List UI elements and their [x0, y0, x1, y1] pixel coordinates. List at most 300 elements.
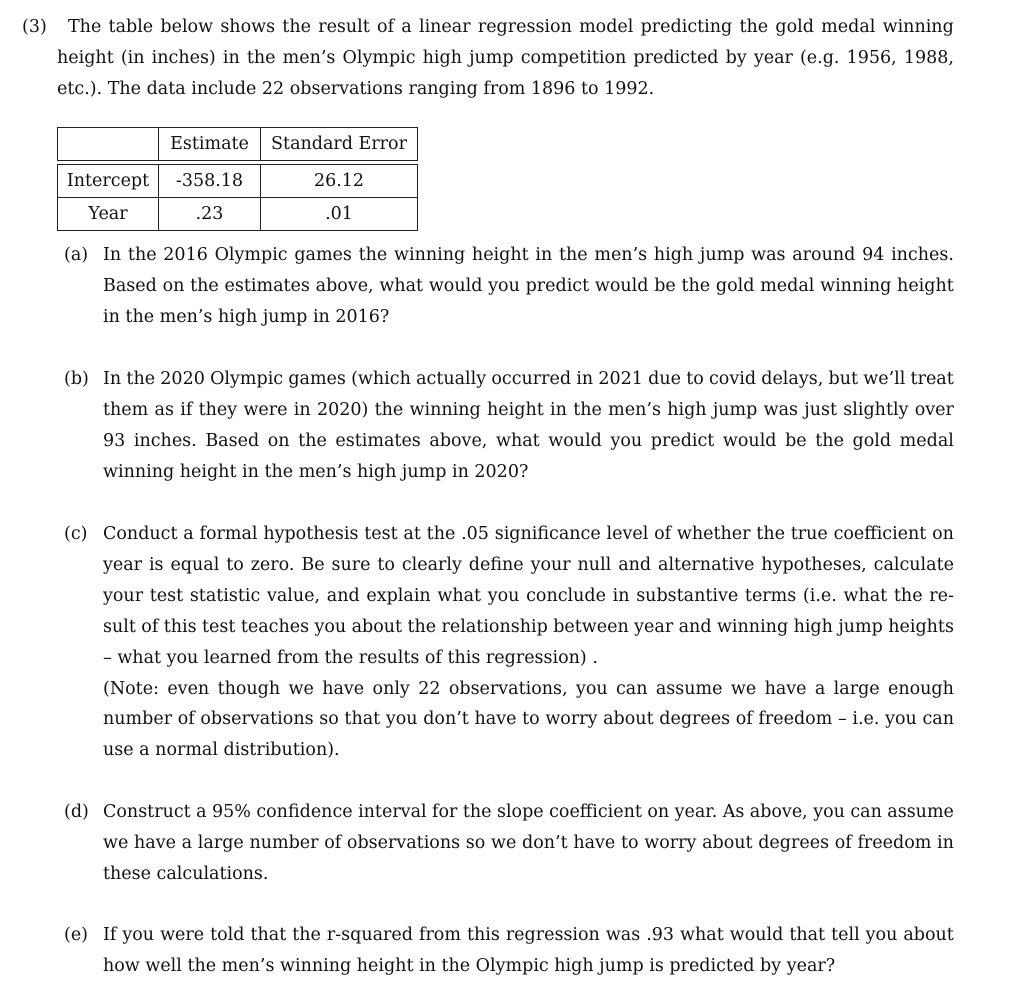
word: in: [576, 369, 594, 389]
word: estimates: [224, 276, 310, 296]
word: in: [293, 400, 311, 420]
word: the: [893, 586, 923, 606]
word: interval: [358, 802, 427, 822]
word: degrees: [758, 833, 830, 853]
word: 2021: [598, 369, 643, 389]
word: freedom: [758, 709, 833, 729]
word: Based: [103, 276, 157, 296]
word: them: [103, 400, 149, 420]
word: predicted: [633, 48, 719, 68]
word: 22: [418, 679, 441, 699]
word: they: [198, 400, 238, 420]
word: .93: [646, 925, 675, 945]
word: Olympic: [210, 369, 284, 389]
word: of: [654, 524, 672, 544]
word: what: [843, 586, 888, 606]
word: whether: [676, 524, 751, 544]
part-b-line-3: [103, 430, 954, 452]
word: assume: [887, 802, 954, 822]
word: observations,: [448, 679, 568, 699]
word: number: [249, 833, 319, 853]
word: games: [294, 245, 352, 265]
word: the: [127, 245, 157, 265]
word: model: [579, 17, 634, 37]
word: significance: [494, 524, 601, 544]
word: the: [681, 276, 711, 296]
part-a-line-1: [103, 244, 954, 266]
word: winning: [882, 17, 954, 37]
word: and: [618, 555, 652, 575]
word: delays,: [761, 369, 824, 389]
part-e-line-1: [103, 924, 954, 946]
word: inches.: [133, 431, 197, 451]
word: of: [735, 709, 753, 729]
word: to: [686, 369, 704, 389]
word: games: [288, 369, 346, 389]
word: (e.g.: [799, 48, 840, 68]
word: by: [725, 48, 747, 68]
word: even: [167, 679, 210, 699]
word: If: [103, 925, 117, 945]
word: observations: [200, 709, 314, 729]
part-a-line-2: [103, 275, 954, 297]
word: just: [804, 400, 838, 420]
table-header-corner: [58, 128, 159, 161]
word: table: [108, 17, 154, 37]
word: so: [465, 833, 486, 853]
part-d-line-2: [103, 832, 954, 854]
word: the: [426, 524, 456, 544]
word: large: [833, 679, 880, 699]
word: have: [573, 833, 616, 853]
word: conclude: [526, 586, 606, 606]
word: statistic: [189, 586, 261, 606]
word: The: [68, 17, 102, 37]
word: predict: [650, 431, 715, 451]
word: jump: [712, 400, 758, 420]
part-c-note-line-2: [103, 708, 954, 730]
word: high: [422, 48, 462, 68]
word: 2020: [160, 369, 205, 389]
word: were: [160, 925, 205, 945]
word: year: [753, 48, 793, 68]
word: only: [372, 679, 410, 699]
part-e-line-2: how well the men’s winning height in the Olympic high jump is predicted by year?: [103, 956, 836, 976]
word: was: [763, 400, 799, 420]
word: 2020): [316, 400, 369, 420]
word: a: [196, 802, 207, 822]
part-d-line-1: [103, 801, 954, 823]
word: (which: [351, 369, 411, 389]
table-row: [58, 198, 418, 231]
word: around: [792, 245, 856, 265]
row-estimate: .23: [159, 198, 261, 231]
part-c-line-3: [103, 585, 954, 607]
table-header-std-error: Standard Error: [261, 128, 418, 161]
word: sult: [103, 617, 136, 637]
word: your: [530, 555, 571, 575]
word: can: [850, 802, 882, 822]
word: as: [154, 400, 174, 420]
word: 93: [103, 431, 126, 451]
word: we: [730, 679, 757, 699]
table-header-row: [58, 128, 418, 161]
word: i.e.: [852, 709, 880, 729]
part-a-label: (a): [64, 245, 89, 265]
word: estimates: [335, 431, 421, 451]
word: to: [226, 555, 244, 575]
word: clearly: [401, 555, 462, 575]
word: to: [522, 709, 540, 729]
word: told: [210, 925, 245, 945]
word: winning: [716, 617, 789, 637]
word: would: [729, 925, 784, 945]
part-b-line-4: winning height in the men’s high jump in 2020?: [103, 462, 529, 482]
intro-line-3: etc.). The data include 22 observations ranging from 1896 to 1992.: [57, 79, 655, 99]
word: 1988,: [903, 48, 954, 68]
word: be: [654, 276, 676, 296]
word: (in: [120, 48, 145, 68]
word: heights: [888, 617, 954, 637]
word: and: [326, 586, 360, 606]
word: slightly: [843, 400, 909, 420]
word: the: [374, 400, 404, 420]
word: in: [937, 833, 954, 853]
word: test: [364, 524, 398, 544]
word: about: [351, 617, 403, 637]
word: true: [790, 524, 828, 544]
word: in: [550, 400, 567, 420]
word: level: [606, 524, 649, 544]
word: the: [739, 17, 769, 37]
word: of: [141, 617, 159, 637]
word: equal: [170, 555, 220, 575]
word: what: [379, 276, 424, 296]
word: above,: [429, 431, 488, 451]
word: this: [163, 617, 197, 637]
word: above,: [749, 802, 808, 822]
word: for: [432, 802, 458, 822]
word: of: [177, 709, 195, 729]
word: in: [612, 586, 630, 606]
word: the: [407, 617, 437, 637]
word: calculate: [873, 555, 954, 575]
word: regression: [477, 17, 572, 37]
word: result: [318, 17, 370, 37]
word: Olympic: [214, 245, 288, 265]
word: about: [603, 709, 654, 729]
word: zero.: [250, 555, 295, 575]
word: Conduct: [103, 524, 178, 544]
word: the: [573, 400, 602, 420]
word: As: [722, 802, 745, 822]
word: null: [577, 555, 612, 575]
word: slope: [496, 802, 544, 822]
part-b-line-2: [103, 399, 954, 421]
part-b-line-1: [103, 368, 954, 390]
row-std-error: .01: [261, 198, 418, 231]
word: on: [162, 276, 185, 296]
word: number: [103, 709, 173, 729]
word: the: [190, 276, 219, 296]
part-d-line-3: these calculations.: [103, 864, 269, 884]
row-label: Intercept: [58, 165, 159, 198]
word: define: [468, 555, 524, 575]
word: high: [667, 400, 707, 420]
word: 2016: [163, 245, 208, 265]
table-header-estimate: Estimate: [159, 128, 261, 161]
word: 94: [862, 245, 885, 265]
word: height: [897, 276, 954, 296]
word: men’s: [608, 400, 661, 420]
word: confidence: [256, 802, 353, 822]
word: so: [319, 709, 339, 729]
word: In: [103, 369, 122, 389]
word: –: [837, 709, 847, 729]
row-label: Year: [58, 198, 159, 231]
word: that: [250, 925, 287, 945]
word: gold: [775, 17, 814, 37]
word: year: [634, 617, 674, 637]
word: jump: [699, 245, 745, 265]
word: r-squared: [326, 925, 413, 945]
word: you: [487, 586, 520, 606]
word: the: [358, 245, 388, 265]
word: year: [103, 555, 143, 575]
word: Construct: [103, 802, 191, 822]
word: 1956,: [846, 48, 897, 68]
word: we: [288, 679, 314, 699]
word: explain: [366, 586, 431, 606]
word: Olympic: [342, 48, 416, 68]
word: hypothesis: [263, 524, 359, 544]
word: hypotheses,: [761, 555, 867, 575]
word: predicting: [640, 17, 733, 37]
word: jump: [838, 617, 883, 637]
word: in: [222, 48, 240, 68]
word: between: [553, 617, 629, 637]
word: have: [322, 679, 365, 699]
word: on: [267, 431, 290, 451]
word: winning: [409, 400, 481, 420]
word: relationship: [441, 617, 548, 637]
word: terms: [744, 586, 797, 606]
word: of: [324, 833, 342, 853]
word: don’t: [423, 709, 469, 729]
word: high: [793, 617, 833, 637]
word: men’s: [594, 245, 648, 265]
word: have: [134, 833, 176, 853]
word: is: [148, 555, 164, 575]
word: were: [243, 400, 288, 420]
word: you: [385, 709, 418, 729]
word: value,: [266, 586, 321, 606]
word: was: [751, 245, 786, 265]
word: medal: [760, 276, 815, 296]
word: the: [558, 245, 588, 265]
word: but: [828, 369, 859, 389]
part-d-label: (d): [64, 802, 89, 822]
word: treat: [910, 369, 954, 389]
word: you: [813, 802, 845, 822]
word: alternative: [658, 555, 755, 575]
word: inches.: [891, 245, 954, 265]
word: .05: [461, 524, 489, 544]
part-c-line-2: [103, 554, 954, 576]
word: formal: [199, 524, 258, 544]
word: the: [756, 524, 785, 544]
word: the: [298, 431, 327, 451]
word: jump: [469, 48, 514, 68]
word: would: [548, 431, 602, 451]
word: observations: [346, 833, 461, 853]
word: what: [437, 586, 482, 606]
word: teaches: [240, 617, 310, 637]
word: on: [932, 524, 954, 544]
word: height: [487, 400, 544, 420]
word: would: [428, 276, 483, 296]
word: worry: [545, 709, 598, 729]
word: actually: [416, 369, 487, 389]
word: about: [903, 925, 954, 945]
word: gold: [715, 276, 755, 296]
regression-table: [57, 127, 418, 231]
word: covid: [709, 369, 757, 389]
word: at: [403, 524, 421, 544]
word: gold: [852, 431, 892, 451]
word: men’s: [282, 48, 336, 68]
word: if: [180, 400, 193, 420]
word: about: [702, 833, 753, 853]
word: predict: [525, 276, 590, 296]
word: the: [282, 17, 311, 37]
word: (Note:: [103, 679, 159, 699]
word: that: [789, 925, 826, 945]
intro-line-2: [57, 47, 954, 69]
word: what: [495, 431, 540, 451]
word: in: [535, 245, 553, 265]
word: degrees: [659, 709, 731, 729]
word: medal: [821, 17, 876, 37]
word: would: [594, 276, 649, 296]
word: can: [922, 709, 954, 729]
word: Based: [205, 431, 260, 451]
word: over: [914, 400, 954, 420]
part-c-line-4: [103, 616, 954, 638]
word: of: [834, 833, 852, 853]
word: don’t: [522, 833, 568, 853]
table-row: [58, 165, 418, 198]
word: you: [885, 709, 917, 729]
word: below: [160, 17, 214, 37]
word: be: [785, 431, 807, 451]
word: test: [149, 586, 184, 606]
word: height: [57, 48, 114, 68]
word: the: [815, 431, 844, 451]
word: tell: [831, 925, 860, 945]
word: would: [722, 431, 777, 451]
row-estimate: -358.18: [159, 165, 261, 198]
word: to: [620, 833, 639, 853]
word: the: [126, 369, 156, 389]
word: worry: [644, 833, 697, 853]
row-std-error: 26.12: [261, 165, 418, 198]
word: though: [217, 679, 281, 699]
word: substantive: [636, 586, 739, 606]
word: that: [344, 709, 381, 729]
word: your: [103, 586, 144, 606]
word: year.: [674, 802, 718, 822]
word: enough: [888, 679, 954, 699]
part-c-line-1: [103, 523, 954, 545]
part-a-line-3: in the men’s high jump in 2016?: [103, 307, 390, 327]
word: what: [680, 925, 724, 945]
word: test: [202, 617, 236, 637]
word: you: [865, 925, 898, 945]
word: regression: [505, 925, 600, 945]
word: you: [610, 431, 643, 451]
word: of: [377, 17, 395, 37]
word: coefficient: [549, 802, 642, 822]
word: you: [122, 925, 155, 945]
word: due: [648, 369, 681, 389]
word: height: [471, 245, 529, 265]
intro-line-1: [68, 16, 954, 38]
word: the: [292, 925, 321, 945]
word: and: [678, 617, 712, 637]
word: freedom: [857, 833, 932, 853]
word: a: [401, 17, 412, 37]
part-c-note-line-1: [103, 678, 954, 700]
word: winning: [394, 245, 466, 265]
word: have: [474, 709, 517, 729]
word: have: [764, 679, 807, 699]
word: medal: [899, 431, 954, 451]
part-c-label: (c): [64, 524, 88, 544]
word: large: [197, 833, 244, 853]
word: the: [246, 48, 276, 68]
word: you: [575, 679, 608, 699]
word: we: [103, 833, 129, 853]
word: winning: [820, 276, 892, 296]
word: on: [647, 802, 670, 822]
word: competition: [520, 48, 627, 68]
word: re-: [929, 586, 954, 606]
word: (i.e.: [802, 586, 837, 606]
word: a: [181, 833, 193, 853]
word: you: [488, 276, 520, 296]
word: inches): [151, 48, 216, 68]
word: Be: [301, 555, 325, 575]
word: from: [418, 925, 461, 945]
part-c-line-5: – what you learned from the results of this regression) .: [103, 648, 598, 668]
word: was: [605, 925, 641, 945]
part-c-note-line-3: use a normal distribution).: [103, 740, 340, 760]
word: to: [377, 555, 395, 575]
word: can: [616, 679, 648, 699]
word: we’ll: [863, 369, 906, 389]
word: assume: [655, 679, 723, 699]
word: shows: [220, 17, 276, 37]
word: this: [466, 925, 500, 945]
word: a: [183, 524, 194, 544]
word: occurred: [491, 369, 572, 389]
part-e-label: (e): [64, 925, 89, 945]
word: we: [491, 833, 517, 853]
word: above,: [315, 276, 374, 296]
word: a: [814, 679, 826, 699]
word: 95%: [212, 802, 251, 822]
